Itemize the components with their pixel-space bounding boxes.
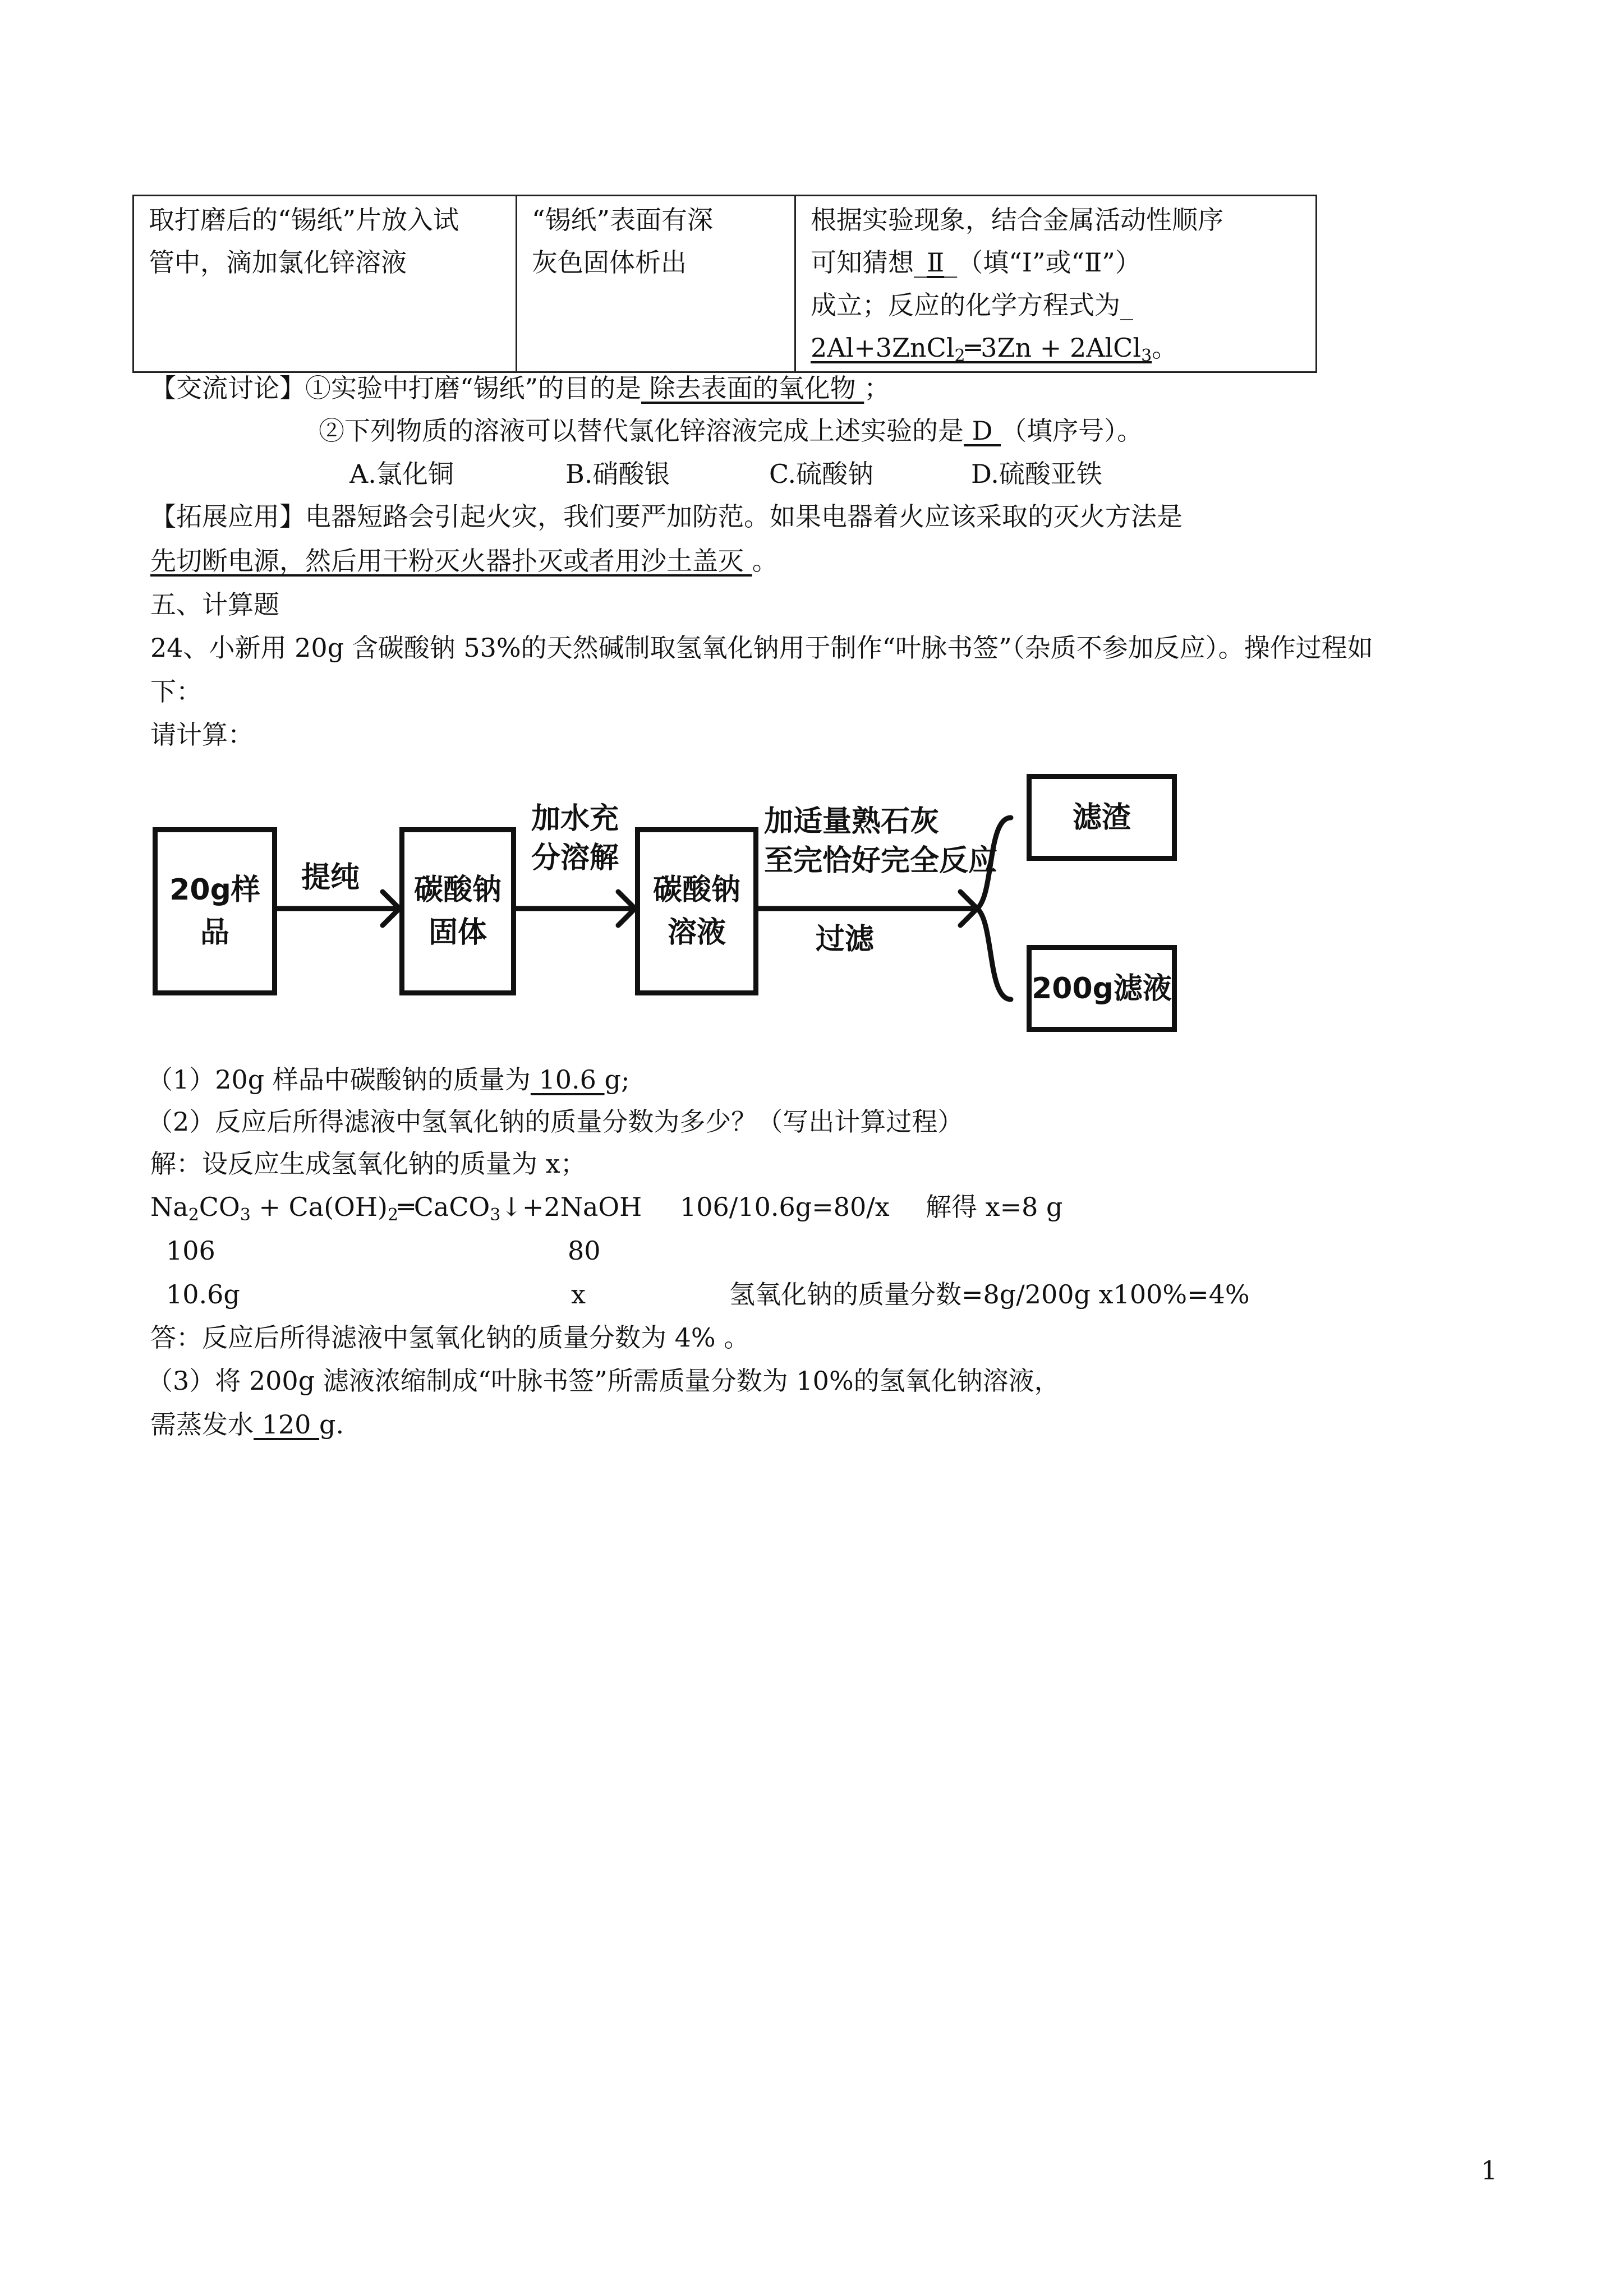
unknown-mass: x	[571, 1279, 586, 1310]
given-mass: 10.6g	[166, 1279, 240, 1310]
phenomenon-line-1: “锡纸”表面有深	[532, 205, 714, 235]
solution-ratio: 106/10.6g=80/x	[680, 1192, 890, 1222]
conclusion-cell	[795, 196, 1317, 372]
extension-answer-line: 先切断电源，然后用干粉灭火器扑灭或者用沙土盖灭 。	[150, 546, 778, 576]
conclusion-line-1: 根据实验现象，结合金属活动性顺序	[811, 205, 1223, 235]
discussion-q2: ②下列物质的溶液可以替代氯化锌溶液完成上述实验的是 D （填序号）。	[319, 416, 1143, 446]
phenomenon-cell	[517, 196, 795, 372]
guess-answer: Ⅱ	[927, 247, 945, 278]
page-number: 1	[1481, 2155, 1498, 2186]
q1-answer: 除去表面的氧化物	[641, 373, 864, 403]
process-flowchart	[153, 774, 1196, 1043]
table-row	[134, 196, 1317, 372]
conclusion-line-2: 可知猜想_Ⅱ_（填“Ⅰ”或“Ⅱ”）	[811, 247, 1141, 278]
mass-fraction: 氢氧化钠的质量分数=8g/200g x100%=4%	[729, 1279, 1250, 1310]
problem-24-line-2: 下：	[150, 676, 202, 707]
question-3-line-1: （3）将 200g 滤液浓缩制成“叶脉书签”所需质量分数为 10%的氢氧化钠溶液，	[147, 1366, 1060, 1396]
solution-result: 解得 x=8 g	[926, 1192, 1063, 1222]
sample-box: 20g样品	[153, 827, 277, 995]
section-title: 五、计算题	[150, 589, 279, 620]
answer-line: 答：反应后所得滤液中氢氧化钠的质量分数为 4% 。	[150, 1322, 750, 1353]
solution-box: 碳酸钠 溶液	[635, 827, 758, 995]
step-line-2: 管中，滴加氯化锌溶液	[149, 247, 407, 278]
step-line-1: 取打磨后的“锡纸”片放入试	[149, 205, 459, 235]
q2-answer: D	[964, 416, 1001, 446]
filtrate-box: 200g滤液	[1027, 945, 1177, 1032]
extension-text: 【拓展应用】电器短路会引起火灾，我们要严加防范。如果电器着火应该采取的灭火方法是	[150, 501, 1183, 532]
option-a: A.氯化铜	[349, 459, 454, 489]
arrow-dissolve	[516, 892, 635, 925]
q3-answer: 120	[254, 1409, 320, 1440]
question-1: （1）20g 样品中碳酸钠的质量为 10.6 g;	[147, 1064, 630, 1095]
chemical-equation: 2Al+3ZnCl$_2$═3Zn + 2AlCl$_3$。	[811, 333, 1178, 366]
problem-24-line-3: 请计算：	[150, 720, 254, 750]
question-2: （2）反应后所得滤液中氢氧化钠的质量分数为多少？（写出计算过程）	[147, 1106, 964, 1137]
step-cell	[134, 196, 517, 372]
phenomenon-line-2: 灰色固体析出	[532, 247, 687, 278]
dissolve-label: 加水充 分溶解	[531, 802, 619, 875]
q1-mass-answer: 10.6	[530, 1064, 605, 1095]
molar-mass-2: 80	[568, 1235, 601, 1266]
problem-24-line-1: 24、小新用 20g 含碳酸钠 53%的天然碱制取氢氧化钠用于制作“叶脉书签”（杂质不参加反应）。操作过程如	[150, 633, 1373, 663]
residue-box: 滤渣	[1027, 774, 1177, 861]
purify-label: 提纯	[301, 861, 360, 895]
question-3-line-2: 需蒸发水 120 g.	[150, 1409, 344, 1440]
option-d: D.硫酸亚铁	[971, 459, 1102, 489]
filter-label: 过滤	[816, 923, 875, 956]
option-b: B.硝酸银	[565, 459, 670, 489]
experiment-table	[132, 195, 1317, 373]
discussion-q1: 【交流讨论】①实验中打磨“锡纸”的目的是 除去表面的氧化物 ；	[150, 373, 890, 403]
solution-equation: $Na_2CO_3$ + $Ca(OH)_2═CaCO_3↓+2NaOH$	[150, 1192, 642, 1225]
option-c: C.硫酸钠	[769, 459, 874, 489]
solid-box: 碳酸钠 固体	[399, 827, 516, 995]
react-label: 加适量熟石灰 至完恰好完全反应	[764, 805, 998, 878]
molar-mass-1: 106	[166, 1235, 215, 1266]
conclusion-line-3: 成立；反应的化学方程式为_	[811, 290, 1133, 320]
solution-intro: 解：设反应生成氢氧化钠的质量为 x；	[150, 1149, 586, 1179]
